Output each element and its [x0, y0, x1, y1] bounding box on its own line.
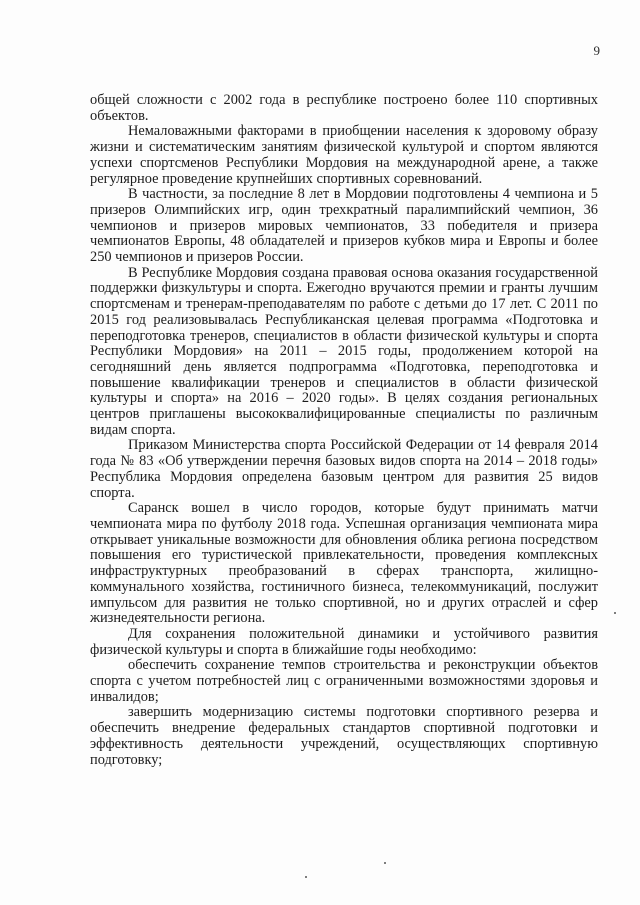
paragraph-olympic-results: В частности, за последние 8 лет в Мордовии подготовлены 4 чемпиона и 5 призеров Олимпийских игр, один трехкратный паралимпийский чемпион, 36 чемпионов и призеров мировых чемпионатов, 33 победителя и призера чемпионатов Европы, 48 обладателей и призеров кубков мира и Европы и более 250 чемпионов и призеров России. — [90, 186, 598, 266]
paragraph-state-support: В Республике Мордовия создана правовая основа оказания государственной поддержки физкультуры и спорта. Ежегодно вручаются премии и гранты лучшим спортсменам и тренерам-преподавателям по работе с детьми до 17 лет. С 2011 по 2015 год реализовывалась Республиканская целевая программа «Подготовка и переподготовка тренеров, специалистов в области физической культуры и спорта Республики Мордовия» на 2011 – 2015 годы, продолжением которой на сегодняшний день является подпрограмма «Подготовка, переподготовка и повышение квалификации тренеров и специалистов в области физической культуры и спорта» на 2016 – 2020 годы». В целях создания региональных центров приглашены высококвалифицированные специалисты по различным видам спорта. — [90, 264, 598, 438]
list-item-construction: обеспечить сохранение темпов строительства и реконструкции объектов спорта с учетом потребностей лиц с ограниченными возможностями здоровья и инвалидов; — [90, 657, 598, 705]
scan-speck — [614, 612, 616, 614]
paragraph-world-cup: Саранск вошел в число городов, которые будут принимать матчи чемпионата мира по футболу 2018 года. Успешная организация чемпионата мира открывает уникальные возможности для обновления облика региона посредством повышения его туристической привлекательности, проведения комплексных инфраструктурных преобразований в сферах транспорта, жилищно-коммунального хозяйства, гостиничного бизнеса, телекоммуникаций, послужит импульсом для развития не только спортивной, но и других отраслей и сфер жизнедеятельности региона. — [90, 500, 598, 627]
paragraph-continuation: общей сложности с 2002 года в республике построено более 110 спортивных объектов. — [90, 92, 598, 124]
scan-speck — [305, 876, 307, 878]
paragraph-priorities-intro: Для сохранения положительной динамики и устойчивого развития физической культуры и спорта в ближайшие годы необходимо: — [90, 625, 598, 658]
document-body — [90, 93, 598, 768]
paragraph-athlete-success: Немаловажными факторами в приобщении населения к здоровому образу жизни и систематическим занятиям физической культурой и спортом являются успехи спортсменов Республики Мордовия на международной арене, а также регулярное проведение крупнейших спортивных соревнований. — [90, 123, 598, 187]
page-number: 9 — [593, 43, 600, 58]
list-item-modernization: завершить модернизацию системы подготовки спортивного резерва и обеспечить внедрение федеральных стандартов спортивной подготовки и эффективность деятельности учреждений, осуществляющих спортивную подготовку; — [90, 704, 598, 768]
paragraph-ministry-order: Приказом Министерства спорта Российской Федерации от 14 февраля 2014 года № 83 «Об утверждении перечня базовых видов спорта на 2014 – 2018 годы» Республика Мордовия определена базовым центром для развития 25 видов спорта. — [90, 437, 598, 501]
scan-speck — [384, 862, 386, 864]
